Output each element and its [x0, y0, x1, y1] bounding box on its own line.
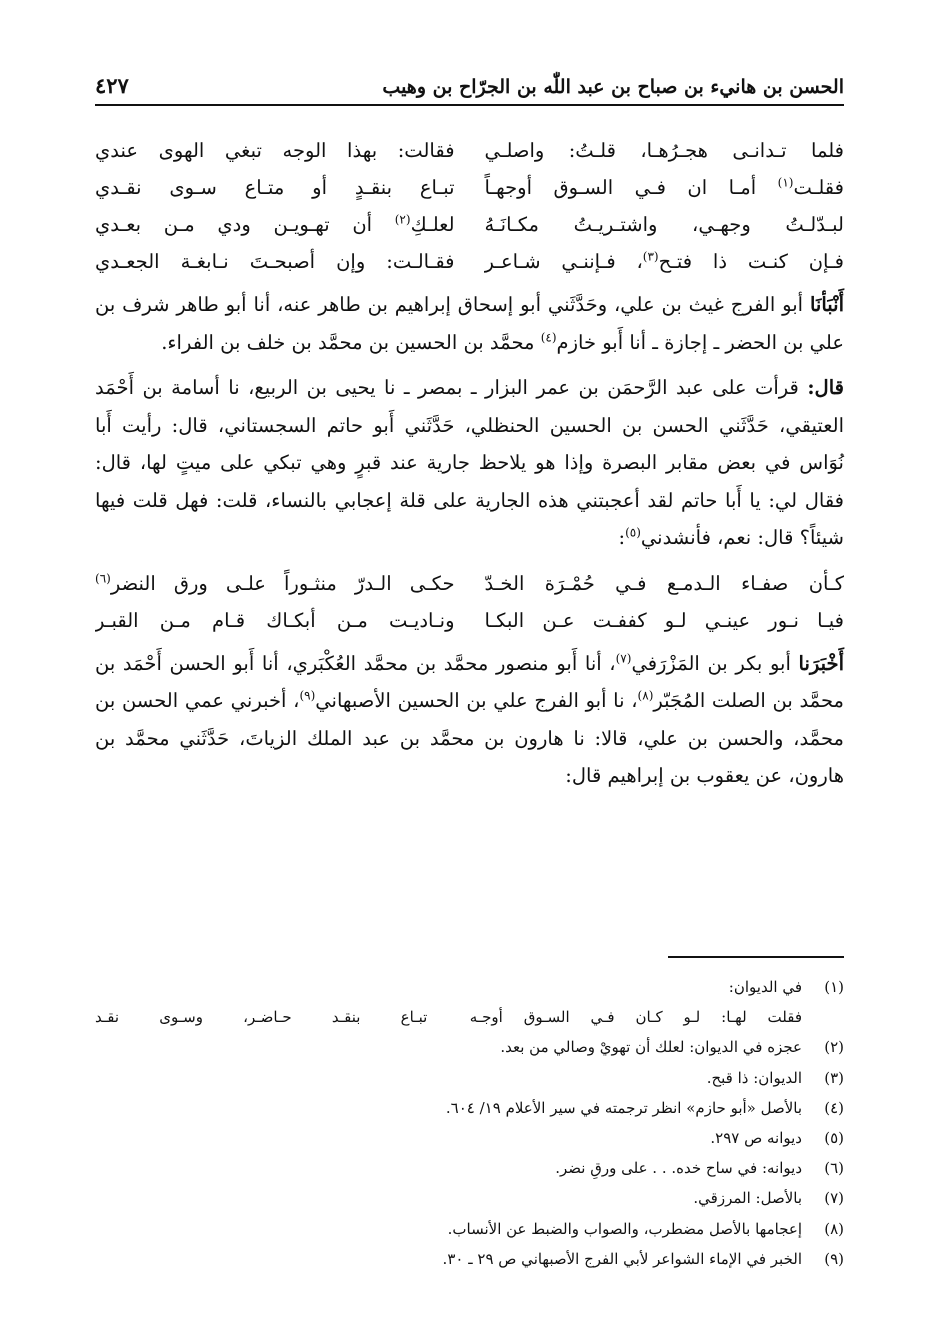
second-hemistich: فقالت: بهذا الوجه تبغي الهوى عندي: [95, 139, 455, 162]
first-hemistich: فقلت لهـا: لـو كـان فـي السـوق أوجـه: [469, 1008, 802, 1027]
footnote-number: (٣): [824, 1068, 844, 1087]
verse-text: لعلـكِ: [410, 213, 455, 236]
paragraph-text: قرأت على عبد الرَّحمَن بن عمر البزار ـ بمصر ـ نا يحيى بن الربيع، نا أسامة بن أَحْمَد العتيقي، حَدَّثَني الحسن بن الحسين الحنظلي، حَدَّثَني أَبو حاتم السجستاني، قال: رأيت أَبا نُوَاس في بعض مقابر البصرة وإذا هو يلاحظ جارية عند قبرٍ وهي تبكي على ميتٍ لها، قال: فقال لي: يا أَبا حاتم لقد أعجبتني هذه الجارية على قلة إعجابي بالنساء، قلت: فهل قلت فيها شيئاً؟ قال: نعم، فأنشدني: [95, 376, 844, 549]
first-hemistich: [484, 243, 844, 280]
footnote-ref: (٩): [299, 688, 316, 703]
page-number: ٤٢٧: [95, 73, 129, 98]
footnote-ref: (١): [777, 175, 794, 190]
poem-1: [95, 132, 844, 280]
first-hemistich: لبـدّلـتُ وجهـي، واشتـريـتُ مكـانَـهُ: [484, 213, 844, 236]
verse-text: فقلـت: [793, 176, 844, 199]
footnote-number: (٦): [824, 1159, 844, 1178]
paragraph-lead: أَنْبَأنَا: [809, 293, 844, 316]
verse-text: فـإن كنـت ذا فتـح: [658, 250, 844, 273]
footnote: [95, 1244, 844, 1274]
paragraph-lead: أَخْبَرَنا: [798, 651, 844, 675]
footnote-ref: (٥): [625, 525, 641, 540]
verse-line: [95, 169, 844, 206]
page-header: [95, 66, 844, 106]
footnote-ref: (٢): [394, 212, 411, 227]
poem-2: [95, 565, 844, 639]
footnote-ref: (٨): [637, 688, 654, 703]
main-text: [95, 132, 844, 803]
footnote-text: بالأصل: المرزقي.: [693, 1189, 802, 1208]
paragraph-text: :: [618, 526, 626, 549]
footnote: [95, 1183, 844, 1213]
paragraph-text: أبو بكر بن المَزْرَفي: [631, 651, 799, 675]
verse-text: حكـى الـدرّ منثـوراً علـى ورق النضر: [110, 571, 455, 595]
footnote-ref: (٦): [95, 571, 111, 585]
footnote-number: (٨): [824, 1219, 844, 1238]
footnote-separator: [668, 956, 844, 958]
footnote-number: (٩): [824, 1249, 844, 1268]
paragraph-text: محمَّد بن الحسين بن محمَّد بن خلف بن الفراء.: [161, 330, 541, 354]
paragraph-text: ، نا أبو الفرج علي بن الحسين الأصبهاني: [315, 689, 638, 712]
first-hemistich: فلما تـدانـى هجـرُهـا، قلـتُ: واصلـي: [484, 139, 844, 162]
footnote-verse: [95, 1002, 844, 1032]
paragraph-text: ، أخبرني عمي الحسن بن محمَّد، والحسن بن علي، قالا: نا هارون بن محمَّد بن عبد الملك الزياتَ، حَدَّثَني محمَّد بن هارون، عن يعقوب بن إبراهيم قال:: [95, 689, 844, 787]
footnote-number: (٧): [824, 1189, 844, 1208]
footnote-ref: (٤): [540, 330, 557, 344]
paragraph-1: [95, 286, 844, 361]
footnote-text: ديوانه ص ٢٩٧.: [710, 1128, 802, 1147]
footnote-ref: (٧): [615, 651, 632, 665]
paragraph-text: ، أنا أَبو منصور محمَّد بن محمَّد العُكْبَري، أنا أَبو الحسن أَحْمَد بن محمَّد بن الصلت المُجَبّر: [95, 651, 844, 712]
verse-line: [95, 602, 844, 639]
first-hemistich: فيـا نـور عينـي لـو كففـت عـن البكـا: [484, 608, 844, 632]
footnote: [95, 1093, 844, 1123]
second-hemistich: فقـالـت: وإن أصبحـتَ نـابغـة الجعـدي: [95, 250, 455, 273]
verse-line: [95, 243, 844, 280]
footnote: [95, 972, 844, 1002]
footnote-number: (٥): [824, 1128, 844, 1147]
footnote-number: (١): [824, 978, 844, 996]
footnote: [95, 1063, 844, 1093]
footnote-text: عجزه في الديوان: لعلك أن تهويْ وصالي من بعد.: [500, 1038, 802, 1057]
footnote-number: (٢): [824, 1038, 844, 1057]
verse-text: ، فـإننـي شـاعـر: [484, 250, 643, 273]
paragraph-2: [95, 369, 844, 557]
first-hemistich: [484, 169, 844, 206]
footnote-text: الديوان: ذا قبح.: [706, 1068, 802, 1087]
first-hemistich: كـأن صفـاء الـدمـع فـي حُمْـرَة الخـدّ: [484, 571, 844, 595]
verse-line: [95, 565, 844, 602]
footnote-text: الخبر في الإماء الشواعر لأبي الفرج الأصبهاني ص ٢٩ ـ ٣٠.: [442, 1249, 802, 1268]
second-hemistich: ونـاديـت مـن أبكـاك قـام مـن القبـر: [95, 608, 455, 632]
footnote-text: ديوانه: في ساح خده. . . على ورقِ نضر.: [555, 1159, 802, 1178]
verse-text: أمـا ان فـي السـوق أوجهـاً: [484, 176, 778, 199]
footnote-text: بالأصل «أبو حازم» انظر ترجمته في سير الأعلام ١٩/ ٦٠٤.: [445, 1098, 802, 1117]
second-hemistich: [95, 206, 455, 243]
footnote: [95, 1123, 844, 1153]
footnote: [95, 1153, 844, 1183]
footnote-text: إعجامها بالأصل مضطرب، والصواب والضبط عن الأنساب.: [447, 1219, 802, 1238]
second-hemistich: [95, 565, 455, 602]
verse-line: [95, 132, 844, 169]
second-hemistich: تبـاع بنقـدٍ أو متـاع سـوى نقـدي: [95, 176, 455, 199]
paragraph-lead: قال:: [807, 376, 844, 399]
footnotes: [95, 972, 844, 1274]
footnote: [95, 1214, 844, 1244]
footnote: [95, 1032, 844, 1062]
verse-line: [95, 206, 844, 243]
footnote-text: في الديوان:: [728, 978, 802, 996]
paragraph-3: [95, 645, 844, 795]
running-title: الحسن بن هانيء بن صباح بن عبد اللّٰه بن الجرّاح بن وهيب: [382, 76, 844, 98]
verse-text: أن تهـويـن ودي مـن بعـدي: [95, 213, 395, 236]
footnote-ref: (٣): [642, 249, 659, 264]
footnote-number: (٤): [824, 1098, 844, 1117]
paragraph-text: أبو الفرج غيث بن علي، وحَدَّثَني أبو إسحاق إبراهيم بن طاهر عنه، أنا أبو طاهر شرف بن علي بن الحضر ـ إجازة ـ أنا أَبو خازم: [95, 293, 844, 354]
second-hemistich: تبـاع بنقـد حـاضـر، وسـوى نقـد: [95, 1008, 428, 1027]
